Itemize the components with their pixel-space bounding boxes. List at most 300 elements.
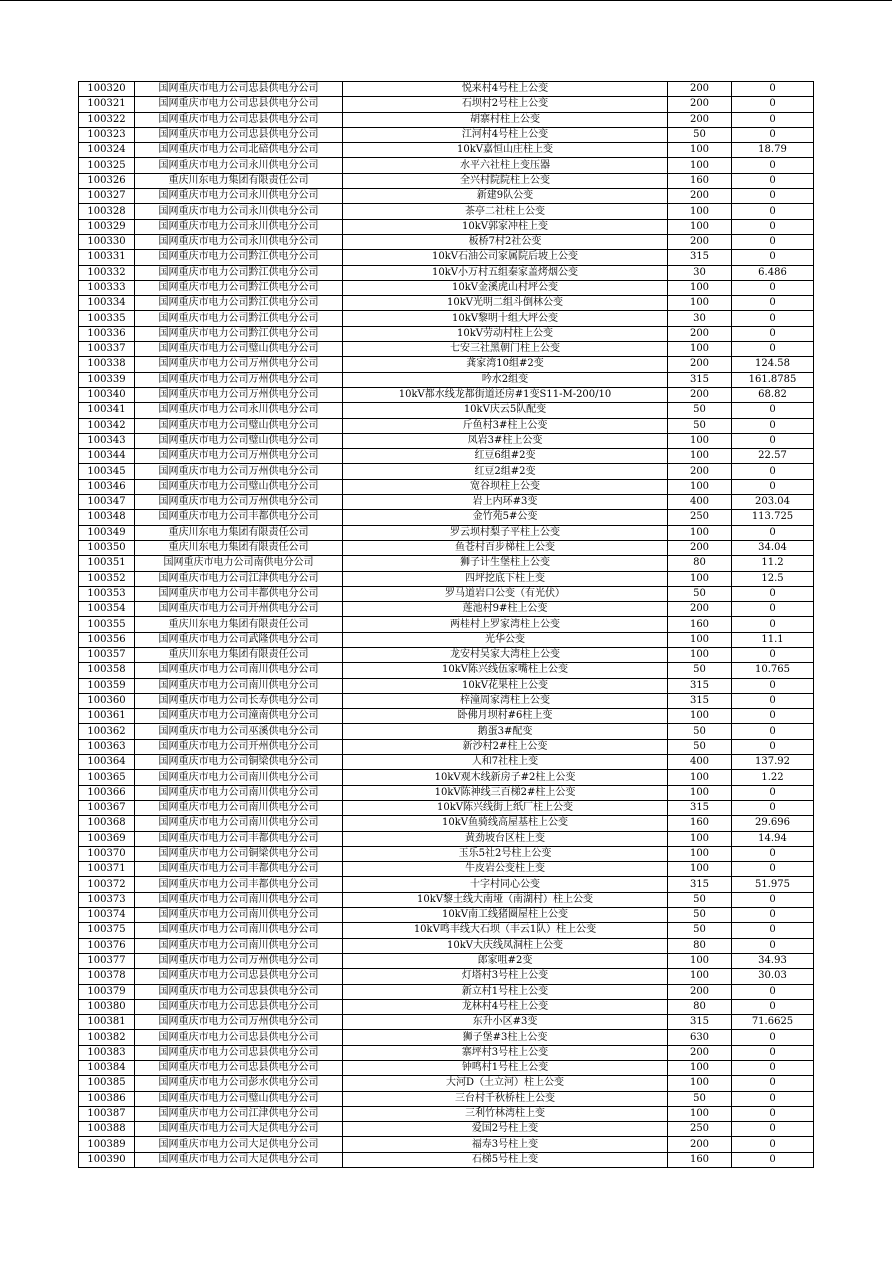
table-row xyxy=(79,495,814,510)
capacity-cell: 100 xyxy=(668,632,732,647)
value-cell: 0 xyxy=(732,1106,814,1121)
station-name-cell: 罗云坝村梨子平柱上公变 xyxy=(343,525,668,540)
table-row xyxy=(79,739,814,754)
table-row xyxy=(79,357,814,372)
capacity-cell: 50 xyxy=(668,586,732,601)
capacity-cell: 30 xyxy=(668,311,732,326)
capacity-cell: 315 xyxy=(668,800,732,815)
row-id-cell: 100356 xyxy=(79,632,135,647)
row-id-cell: 100375 xyxy=(79,923,135,938)
value-cell: 11.1 xyxy=(732,632,814,647)
value-cell: 0 xyxy=(732,189,814,204)
station-name-cell: 10kV南工线猪圈屋柱上公变 xyxy=(343,908,668,923)
value-cell: 0 xyxy=(732,586,814,601)
station-name-cell: 10kV黎明十组大坪公变 xyxy=(343,311,668,326)
row-id-cell: 100320 xyxy=(79,82,135,97)
company-cell: 国网重庆市电力公司丰都供电分公司 xyxy=(135,877,343,892)
station-name-cell: 石梯5号柱上变 xyxy=(343,1152,668,1167)
company-cell: 国网重庆市电力公司璧山供电分公司 xyxy=(135,342,343,357)
value-cell: 0 xyxy=(732,82,814,97)
company-cell: 国网重庆市电力公司北碚供电分公司 xyxy=(135,143,343,158)
row-id-cell: 100338 xyxy=(79,357,135,372)
capacity-cell: 50 xyxy=(668,418,732,433)
capacity-cell: 100 xyxy=(668,204,732,219)
capacity-cell: 50 xyxy=(668,663,732,678)
capacity-cell: 160 xyxy=(668,173,732,188)
row-id-cell: 100335 xyxy=(79,311,135,326)
row-id-cell: 100360 xyxy=(79,693,135,708)
capacity-cell: 200 xyxy=(668,602,732,617)
row-id-cell: 100325 xyxy=(79,158,135,173)
capacity-cell: 100 xyxy=(668,831,732,846)
company-cell: 国网重庆市电力公司武隆供电分公司 xyxy=(135,632,343,647)
company-cell: 国网重庆市电力公司黔江供电分公司 xyxy=(135,280,343,295)
station-name-cell: 三台村千秋桥柱上公变 xyxy=(343,1091,668,1106)
table-row xyxy=(79,984,814,999)
company-cell: 国网重庆市电力公司万州供电分公司 xyxy=(135,1015,343,1030)
station-name-cell: 岩上内环#3变 xyxy=(343,495,668,510)
value-cell: 0 xyxy=(732,1045,814,1060)
row-id-cell: 100377 xyxy=(79,953,135,968)
row-id-cell: 100384 xyxy=(79,1061,135,1076)
company-cell: 国网重庆市电力公司南川供电分公司 xyxy=(135,663,343,678)
company-cell: 国网重庆市电力公司璧山供电分公司 xyxy=(135,1091,343,1106)
value-cell: 51.975 xyxy=(732,877,814,892)
row-id-cell: 100376 xyxy=(79,938,135,953)
company-cell: 国网重庆市电力公司长寿供电分公司 xyxy=(135,693,343,708)
value-cell: 0 xyxy=(732,1076,814,1091)
table-row xyxy=(79,342,814,357)
table-row xyxy=(79,510,814,525)
capacity-cell: 50 xyxy=(668,923,732,938)
station-name-cell: 水平六社柱上变压器 xyxy=(343,158,668,173)
row-id-cell: 100337 xyxy=(79,342,135,357)
value-cell: 0 xyxy=(732,342,814,357)
company-cell: 国网重庆市电力公司江津供电分公司 xyxy=(135,1106,343,1121)
capacity-cell: 315 xyxy=(668,877,732,892)
company-cell: 国网重庆市电力公司永川供电分公司 xyxy=(135,403,343,418)
capacity-cell: 250 xyxy=(668,1122,732,1137)
table-row xyxy=(79,1030,814,1045)
row-id-cell: 100344 xyxy=(79,449,135,464)
station-name-cell: 10kV金溪虎山村坪公变 xyxy=(343,280,668,295)
table-row xyxy=(79,403,814,418)
station-name-cell: 10kV都水线龙都街道还房#1变S11-M-200/10 xyxy=(343,387,668,402)
row-id-cell: 100359 xyxy=(79,678,135,693)
table-row xyxy=(79,816,814,831)
value-cell: 0 xyxy=(732,250,814,265)
table-row xyxy=(79,143,814,158)
capacity-cell: 50 xyxy=(668,724,732,739)
value-cell: 0 xyxy=(732,862,814,877)
station-name-cell: 罗马道岩口公变（有光伏） xyxy=(343,586,668,601)
capacity-cell: 100 xyxy=(668,953,732,968)
station-name-cell: 红豆2组#2变 xyxy=(343,464,668,479)
station-name-cell: 10kV庆云5队配变 xyxy=(343,403,668,418)
table-row xyxy=(79,862,814,877)
capacity-cell: 30 xyxy=(668,265,732,280)
table-row xyxy=(79,1076,814,1091)
value-cell: 71.6625 xyxy=(732,1015,814,1030)
capacity-cell: 315 xyxy=(668,693,732,708)
company-cell: 国网重庆市电力公司彭水供电分公司 xyxy=(135,1076,343,1091)
value-cell: 137.92 xyxy=(732,755,814,770)
station-name-cell: 10kV陈兴线伍家嘴柱上公变 xyxy=(343,663,668,678)
table-row xyxy=(79,1061,814,1076)
row-id-cell: 100353 xyxy=(79,586,135,601)
row-id-cell: 100379 xyxy=(79,984,135,999)
capacity-cell: 100 xyxy=(668,449,732,464)
value-cell: 0 xyxy=(732,678,814,693)
station-name-cell: 10kV陈神线三百梯2#柱上公变 xyxy=(343,785,668,800)
table-row xyxy=(79,632,814,647)
capacity-cell: 100 xyxy=(668,1061,732,1076)
value-cell: 0 xyxy=(732,433,814,448)
row-id-cell: 100355 xyxy=(79,617,135,632)
value-cell: 0 xyxy=(732,127,814,142)
company-cell: 国网重庆市电力公司忠县供电分公司 xyxy=(135,969,343,984)
row-id-cell: 100350 xyxy=(79,540,135,555)
row-id-cell: 100374 xyxy=(79,908,135,923)
row-id-cell: 100371 xyxy=(79,862,135,877)
station-name-cell: 鹅蛋3#配变 xyxy=(343,724,668,739)
table-row xyxy=(79,1045,814,1060)
station-name-cell: 七安三社黑朝门柱上公变 xyxy=(343,342,668,357)
station-name-cell: 黄劲坡台区柱上变 xyxy=(343,831,668,846)
row-id-cell: 100385 xyxy=(79,1076,135,1091)
company-cell: 国网重庆市电力公司璧山供电分公司 xyxy=(135,433,343,448)
capacity-cell: 160 xyxy=(668,617,732,632)
station-name-cell: 茶亭二社柱上公变 xyxy=(343,204,668,219)
company-cell: 国网重庆市电力公司永川供电分公司 xyxy=(135,234,343,249)
table-row xyxy=(79,831,814,846)
station-name-cell: 10kV大庆线凤洞柱上公变 xyxy=(343,938,668,953)
value-cell: 0 xyxy=(732,311,814,326)
row-id-cell: 100362 xyxy=(79,724,135,739)
company-cell: 国网重庆市电力公司万州供电分公司 xyxy=(135,449,343,464)
company-cell: 国网重庆市电力公司南川供电分公司 xyxy=(135,770,343,785)
row-id-cell: 100330 xyxy=(79,234,135,249)
row-id-cell: 100329 xyxy=(79,219,135,234)
table-row xyxy=(79,556,814,571)
row-id-cell: 100390 xyxy=(79,1152,135,1167)
row-id-cell: 100383 xyxy=(79,1045,135,1060)
row-id-cell: 100333 xyxy=(79,280,135,295)
company-cell: 国网重庆市电力公司忠县供电分公司 xyxy=(135,97,343,112)
company-cell: 国网重庆市电力公司巫溪供电分公司 xyxy=(135,724,343,739)
capacity-cell: 50 xyxy=(668,127,732,142)
value-cell: 11.2 xyxy=(732,556,814,571)
table-row xyxy=(79,127,814,142)
table-row xyxy=(79,234,814,249)
station-name-cell: 胡寨村柱上公变 xyxy=(343,112,668,127)
company-cell: 国网重庆市电力公司丰都供电分公司 xyxy=(135,586,343,601)
table-row xyxy=(79,326,814,341)
value-cell: 0 xyxy=(732,892,814,907)
row-id-cell: 100366 xyxy=(79,785,135,800)
capacity-cell: 100 xyxy=(668,571,732,586)
table-row xyxy=(79,540,814,555)
value-cell: 0 xyxy=(732,296,814,311)
capacity-cell: 80 xyxy=(668,938,732,953)
station-name-cell: 牛皮岩公变柱上变 xyxy=(343,862,668,877)
capacity-cell: 160 xyxy=(668,1152,732,1167)
company-cell: 国网重庆市电力公司永川供电分公司 xyxy=(135,204,343,219)
capacity-cell: 80 xyxy=(668,556,732,571)
station-name-cell: 10kV石油公司家属院后坡上公变 xyxy=(343,250,668,265)
table-row xyxy=(79,709,814,724)
capacity-cell: 100 xyxy=(668,433,732,448)
table-row xyxy=(79,1015,814,1030)
table-row xyxy=(79,877,814,892)
capacity-cell: 100 xyxy=(668,143,732,158)
company-cell: 国网重庆市电力公司万州供电分公司 xyxy=(135,953,343,968)
value-cell: 0 xyxy=(732,280,814,295)
row-id-cell: 100386 xyxy=(79,1091,135,1106)
company-cell: 国网重庆市电力公司忠县供电分公司 xyxy=(135,1030,343,1045)
capacity-cell: 100 xyxy=(668,158,732,173)
station-name-cell: 三利竹林湾柱上变 xyxy=(343,1106,668,1121)
capacity-cell: 100 xyxy=(668,219,732,234)
table-row xyxy=(79,1106,814,1121)
row-id-cell: 100336 xyxy=(79,326,135,341)
station-name-cell: 10kV鸣丰线大石坝（丰云1队）柱上公变 xyxy=(343,923,668,938)
table-row xyxy=(79,280,814,295)
capacity-cell: 200 xyxy=(668,97,732,112)
company-cell: 重庆川东电力集团有限责任公司 xyxy=(135,540,343,555)
capacity-cell: 100 xyxy=(668,785,732,800)
value-cell: 0 xyxy=(732,204,814,219)
station-name-cell: 郎家咀#2变 xyxy=(343,953,668,968)
capacity-cell: 200 xyxy=(668,234,732,249)
table-row xyxy=(79,525,814,540)
table-row xyxy=(79,647,814,662)
company-cell: 国网重庆市电力公司永川供电分公司 xyxy=(135,219,343,234)
table-row xyxy=(79,617,814,632)
station-name-cell: 斤鱼村3#柱上公变 xyxy=(343,418,668,433)
value-cell: 68.82 xyxy=(732,387,814,402)
value-cell: 0 xyxy=(732,800,814,815)
company-cell: 国网重庆市电力公司永川供电分公司 xyxy=(135,158,343,173)
station-name-cell: 福寿3号柱上变 xyxy=(343,1137,668,1152)
row-id-cell: 100334 xyxy=(79,296,135,311)
row-id-cell: 100347 xyxy=(79,495,135,510)
value-cell: 0 xyxy=(732,1152,814,1167)
station-name-cell: 江河村4号柱上公变 xyxy=(343,127,668,142)
company-cell: 国网重庆市电力公司黔江供电分公司 xyxy=(135,265,343,280)
capacity-cell: 200 xyxy=(668,464,732,479)
station-name-cell: 10kV郭家冲柱上变 xyxy=(343,219,668,234)
company-cell: 国网重庆市电力公司南川供电分公司 xyxy=(135,908,343,923)
company-cell: 国网重庆市电力公司万州供电分公司 xyxy=(135,387,343,402)
station-name-cell: 10kV黎土线大南垭（南湖村）柱上公变 xyxy=(343,892,668,907)
table-row xyxy=(79,770,814,785)
station-name-cell: 石坝村2号柱上公变 xyxy=(343,97,668,112)
station-name-cell: 钟鸣村1号柱上公变 xyxy=(343,1061,668,1076)
value-cell: 22.57 xyxy=(732,449,814,464)
capacity-cell: 200 xyxy=(668,326,732,341)
row-id-cell: 100343 xyxy=(79,433,135,448)
row-id-cell: 100354 xyxy=(79,602,135,617)
table-row xyxy=(79,479,814,494)
station-name-cell: 10kV小万村五组秦家盖烤烟公变 xyxy=(343,265,668,280)
value-cell: 0 xyxy=(732,112,814,127)
value-cell: 10.765 xyxy=(732,663,814,678)
value-cell: 0 xyxy=(732,908,814,923)
company-cell: 国网重庆市电力公司铜梁供电分公司 xyxy=(135,846,343,861)
value-cell: 0 xyxy=(732,693,814,708)
station-name-cell: 梓潼周家湾柱上公变 xyxy=(343,693,668,708)
row-id-cell: 100339 xyxy=(79,372,135,387)
row-id-cell: 100352 xyxy=(79,571,135,586)
table-row xyxy=(79,892,814,907)
value-cell: 0 xyxy=(732,1091,814,1106)
table-row xyxy=(79,250,814,265)
capacity-cell: 50 xyxy=(668,892,732,907)
company-cell: 重庆川东电力集团有限责任公司 xyxy=(135,173,343,188)
table-row xyxy=(79,173,814,188)
page-top-border xyxy=(0,0,892,1)
capacity-cell: 250 xyxy=(668,510,732,525)
row-id-cell: 100321 xyxy=(79,97,135,112)
capacity-cell: 200 xyxy=(668,357,732,372)
table-row xyxy=(79,387,814,402)
row-id-cell: 100373 xyxy=(79,892,135,907)
value-cell: 0 xyxy=(732,234,814,249)
value-cell: 0 xyxy=(732,158,814,173)
table-body xyxy=(79,82,814,1168)
company-cell: 国网重庆市电力公司黔江供电分公司 xyxy=(135,326,343,341)
row-id-cell: 100370 xyxy=(79,846,135,861)
company-cell: 国网重庆市电力公司黔江供电分公司 xyxy=(135,250,343,265)
capacity-cell: 50 xyxy=(668,403,732,418)
company-cell: 国网重庆市电力公司丰都供电分公司 xyxy=(135,510,343,525)
row-id-cell: 100381 xyxy=(79,1015,135,1030)
station-name-cell: 新建9队公变 xyxy=(343,189,668,204)
value-cell: 203.04 xyxy=(732,495,814,510)
station-name-cell: 人和7社柱上变 xyxy=(343,755,668,770)
row-id-cell: 100348 xyxy=(79,510,135,525)
capacity-cell: 100 xyxy=(668,846,732,861)
row-id-cell: 100367 xyxy=(79,800,135,815)
capacity-cell: 100 xyxy=(668,862,732,877)
row-id-cell: 100332 xyxy=(79,265,135,280)
company-cell: 国网重庆市电力公司忠县供电分公司 xyxy=(135,127,343,142)
station-name-cell: 新沙村2#柱上公变 xyxy=(343,739,668,754)
row-id-cell: 100369 xyxy=(79,831,135,846)
capacity-cell: 100 xyxy=(668,525,732,540)
value-cell: 0 xyxy=(732,464,814,479)
capacity-cell: 160 xyxy=(668,816,732,831)
station-name-cell: 10kV嘉恒山庄柱上变 xyxy=(343,143,668,158)
station-name-cell: 10kV陈兴线街上纸厂柱上公变 xyxy=(343,800,668,815)
capacity-cell: 630 xyxy=(668,1030,732,1045)
station-name-cell: 10kV劳动村柱上公变 xyxy=(343,326,668,341)
value-cell: 0 xyxy=(732,173,814,188)
company-cell: 国网重庆市电力公司开州供电分公司 xyxy=(135,602,343,617)
value-cell: 0 xyxy=(732,999,814,1014)
company-cell: 国网重庆市电力公司万州供电分公司 xyxy=(135,372,343,387)
capacity-cell: 50 xyxy=(668,739,732,754)
table-row xyxy=(79,908,814,923)
company-cell: 国网重庆市电力公司万州供电分公司 xyxy=(135,357,343,372)
capacity-cell: 315 xyxy=(668,250,732,265)
value-cell: 0 xyxy=(732,479,814,494)
capacity-cell: 100 xyxy=(668,770,732,785)
table-row xyxy=(79,433,814,448)
capacity-cell: 100 xyxy=(668,647,732,662)
company-cell: 国网重庆市电力公司黔江供电分公司 xyxy=(135,311,343,326)
company-cell: 国网重庆市电力公司南川供电分公司 xyxy=(135,678,343,693)
capacity-cell: 315 xyxy=(668,678,732,693)
value-cell: 0 xyxy=(732,785,814,800)
row-id-cell: 100387 xyxy=(79,1106,135,1121)
company-cell: 重庆川东电力集团有限责任公司 xyxy=(135,617,343,632)
station-name-cell: 鱼苍村百步梯柱上公变 xyxy=(343,540,668,555)
row-id-cell: 100346 xyxy=(79,479,135,494)
table-row xyxy=(79,418,814,433)
value-cell: 0 xyxy=(732,418,814,433)
company-cell: 国网重庆市电力公司南川供电分公司 xyxy=(135,923,343,938)
company-cell: 国网重庆市电力公司丰都供电分公司 xyxy=(135,831,343,846)
row-id-cell: 100358 xyxy=(79,663,135,678)
table-row xyxy=(79,755,814,770)
company-cell: 国网重庆市电力公司南川供电分公司 xyxy=(135,938,343,953)
company-cell: 国网重庆市电力公司大足供电分公司 xyxy=(135,1137,343,1152)
company-cell: 国网重庆市电力公司忠县供电分公司 xyxy=(135,82,343,97)
row-id-cell: 100341 xyxy=(79,403,135,418)
value-cell: 34.04 xyxy=(732,540,814,555)
company-cell: 国网重庆市电力公司大足供电分公司 xyxy=(135,1152,343,1167)
capacity-cell: 200 xyxy=(668,540,732,555)
row-id-cell: 100340 xyxy=(79,387,135,402)
row-id-cell: 100389 xyxy=(79,1137,135,1152)
company-cell: 国网重庆市电力公司璧山供电分公司 xyxy=(135,479,343,494)
station-name-cell: 红豆6组#2变 xyxy=(343,449,668,464)
row-id-cell: 100331 xyxy=(79,250,135,265)
company-cell: 国网重庆市电力公司丰都供电分公司 xyxy=(135,862,343,877)
row-id-cell: 100361 xyxy=(79,709,135,724)
table-row xyxy=(79,969,814,984)
company-cell: 国网重庆市电力公司万州供电分公司 xyxy=(135,495,343,510)
capacity-cell: 400 xyxy=(668,755,732,770)
table-row xyxy=(79,204,814,219)
table-row xyxy=(79,219,814,234)
value-cell: 0 xyxy=(732,525,814,540)
value-cell: 34.93 xyxy=(732,953,814,968)
capacity-cell: 200 xyxy=(668,112,732,127)
company-cell: 重庆川东电力集团有限责任公司 xyxy=(135,647,343,662)
row-id-cell: 100357 xyxy=(79,647,135,662)
station-name-cell: 板桥7村2社公变 xyxy=(343,234,668,249)
station-name-cell: 龚家湾10组#2变 xyxy=(343,357,668,372)
table-row xyxy=(79,464,814,479)
company-cell: 国网重庆市电力公司南川供电分公司 xyxy=(135,816,343,831)
table-row xyxy=(79,923,814,938)
capacity-cell: 100 xyxy=(668,969,732,984)
station-name-cell: 四坪挖底下柱上变 xyxy=(343,571,668,586)
row-id-cell: 100380 xyxy=(79,999,135,1014)
company-cell: 国网重庆市电力公司忠县供电分公司 xyxy=(135,999,343,1014)
station-name-cell: 寨坪村3号柱上公变 xyxy=(343,1045,668,1060)
company-cell: 国网重庆市电力公司开州供电分公司 xyxy=(135,739,343,754)
company-cell: 国网重庆市电力公司忠县供电分公司 xyxy=(135,984,343,999)
row-id-cell: 100351 xyxy=(79,556,135,571)
row-id-cell: 100326 xyxy=(79,173,135,188)
value-cell: 0 xyxy=(732,724,814,739)
value-cell: 0 xyxy=(732,647,814,662)
company-cell: 重庆川东电力集团有限责任公司 xyxy=(135,525,343,540)
